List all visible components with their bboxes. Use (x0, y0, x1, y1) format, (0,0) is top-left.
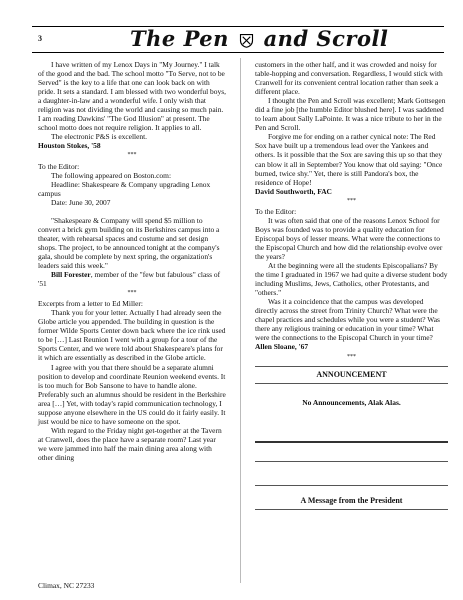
paragraph: It was often said that one of the reasons Lenox School for Boys was founded was to provide a quality education for Episcopal boys of lesser means. What were the connections to the Episcopal Church and how did the relationship evolve over the years? (255, 215, 443, 261)
announcement-rule-top (255, 366, 448, 367)
letter-signature: Houston Stokes, '58 (38, 141, 101, 151)
paragraph: Forgive me for ending on a rather cynical note: The Red Sox have built up a tremendous lead over the Yankees and others. Is it possible that the Sox are saving this up so that they can blow it all in September? You know that old saying: "Once burned, twice shy." Yet, there is still Pandora's box, the residence of Hope! (255, 132, 443, 187)
paragraph: I have written of my Lenox Days in "My Journey." I talk of the good and the bad. The school motto "To Serve, not to be Served" is the key to a life that one can look back on with pride. It sets a standard. I am blessed with two wonderful boys, a daughter-in-law and a wonderful wife. I only wish that religion was not dividing the world and causing so much pain. I am reading Dawkins' "The God Illusion" at present. The school motto does not require religion. It applies to all. (38, 60, 226, 133)
masthead-title (130, 26, 388, 51)
header-bottom-rule (32, 52, 444, 53)
paragraph: "Shakespeare & Company will spend $5 million to convert a brick gym building on its Berkshires campus into a theater, with rehearsal spaces and costume and set design shops. The project, to be announced tonight at the company's gala, should be complete by next spring, the organization's leaders said this week." (38, 215, 220, 270)
announcement-body: No Announcements, Alak Alas. (302, 397, 401, 407)
left-column (38, 60, 226, 462)
paragraph: Bill Forester, member of the "few but fabulous" class of '51 (38, 270, 221, 289)
section-separator: *** (127, 152, 137, 159)
paragraph: Was it a coincidence that the campus was developed directly across the street from Trinity Church? What were the chapel practices and schedules while you were a student? Was there any religious training or education in your time? What were the connections to the Episcopal Church in your time? (255, 297, 440, 343)
section-rule-1 (255, 461, 448, 462)
column-divider (240, 58, 241, 583)
page-number: 3 (38, 34, 42, 43)
masthead-text-scroll: and Scroll (263, 26, 389, 51)
paragraph: Thank you for your letter. Actually I had already seen the Globe article you appended. The building in question is the former Wilde Sports Center down back where the ice rink used to be […] Last Reunion I went with a group for a tour of the Sports Center, and we were told about Shakespeare's plans for it which are essentially as described in the Globe article. (38, 308, 226, 363)
section-separator: *** (347, 353, 356, 360)
paragraph: With regard to the Friday night get-together at the Tavern at Cranwell, does the place have a separate room? Last year we were jammed into half the main dining area along with other dining (38, 425, 222, 462)
paragraph: I thought the Pen and Scroll was excellent; Mark Gottsegen did a fine job [the humble Editor blushed here]. I was saddened to learn about Sally LaPointe. It was a nice tribute to her in the Pen and Scroll. (255, 96, 446, 133)
paragraph: At the beginning were all the students Episcopalians? By the time I graduated in 1967 we had quite a diverse student body including Muslims, Jews, Catholics, other Protestants, and "others." (255, 261, 448, 298)
section-separator: *** (347, 197, 356, 204)
masthead-text-the: The Pen (130, 26, 229, 51)
right-column-letters (255, 60, 448, 362)
paragraph: Excerpts from a letter to Ed Miller: (38, 299, 143, 309)
letter-signature: David Southworth, FAC (255, 186, 332, 196)
right-column (255, 60, 448, 513)
section-rule-2 (255, 485, 448, 486)
announcement-rule-mid (255, 383, 448, 384)
section-separator: *** (127, 290, 137, 297)
paragraph: The electronic P&S is excellent. (51, 132, 148, 142)
masthead-header (32, 26, 444, 56)
announcement-title: ANNOUNCEMENT (316, 369, 387, 379)
letter-signature: Allen Sloane, '67 (255, 342, 309, 352)
paragraph: Date: June 30, 2007 (51, 197, 111, 207)
paragraph: Headline: Shakespeare & Company upgrading Lenox campus (38, 179, 211, 198)
paragraph: To the Editor: (38, 161, 80, 171)
paragraph: To the Editor: (255, 206, 297, 216)
announcement-rule-bottom (255, 441, 448, 443)
paragraph (38, 207, 226, 216)
crest-icon (239, 33, 254, 48)
paragraph: The following appeared on Boston.com: (51, 170, 172, 180)
paragraph: customers in the other half, and it was crowded and noisy for table-hopping and conversation. Regardless, I would stick with Cranwell for its convenient central location rather than seek a different place. (255, 60, 443, 97)
footer-address: Climax, NC 27233 (38, 581, 95, 590)
president-rule (255, 509, 448, 510)
paragraph: I agree with you that there should be a separate alumni position to develop and coordinate Reunion weekend events. It is too much for Bob Sansone to have to handle alone. Preferably such an alumnus should be resident in the Berkshire area […] Yet, with today's rapid communication technology, I suppose anyone elsewhere in the US could do it fairly easily. It just would be nice to have someone on the spot. (38, 362, 226, 426)
signature-name: Bill Forester (51, 270, 91, 280)
president-message-title: A Message from the President (300, 495, 403, 505)
